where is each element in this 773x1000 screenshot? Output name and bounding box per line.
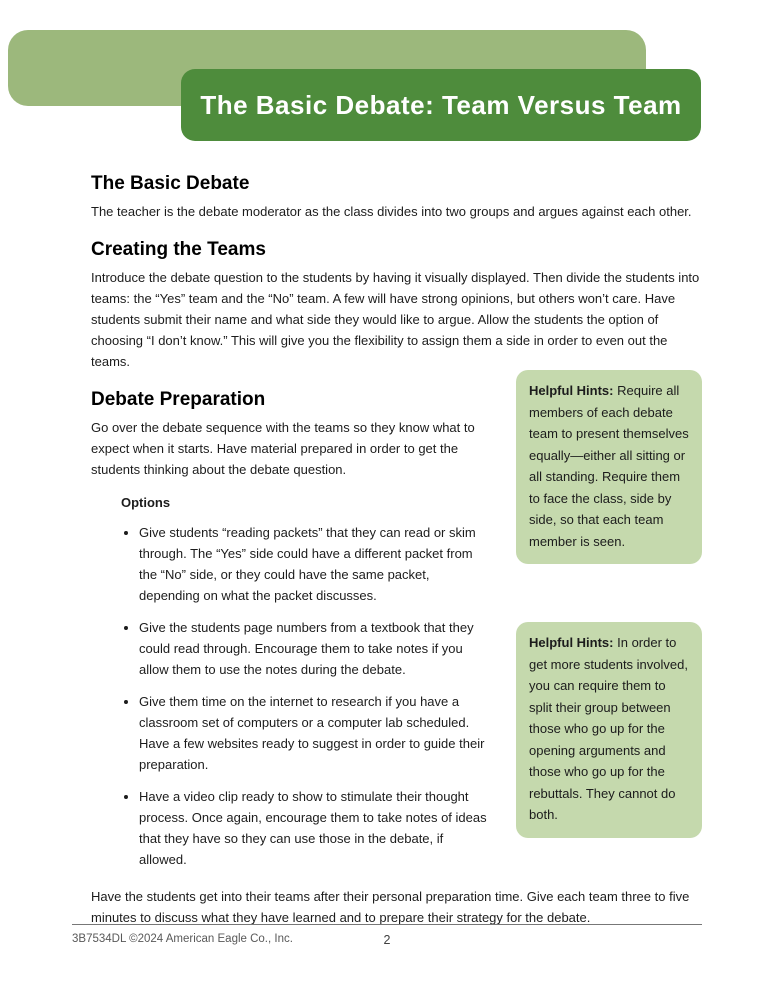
list-item: • Give them time on the internet to research if you have a classroom set of computers or a computer lab scheduled. Have a few websites ready to suggest in order to guide their preparation. — [139, 691, 491, 775]
section-heading-creating-teams: Creating the Teams — [91, 239, 266, 260]
page-number: 2 — [383, 933, 391, 947]
header-title-box — [181, 69, 701, 141]
footer — [72, 924, 702, 947]
helpful-hints-label: Helpful Hints: — [529, 635, 614, 650]
paragraph-creating-teams: Introduce the debate question to the students by having it visually displayed. Then divide the students into teams: the “Yes” team and the “No” team. A few will have strong opinions, but others won’t care. Have students submit their name and what side they would like to argue. Allow the students the option of choosing “I don’t know.” This will give you the flexibility to assign them a side in order to even out the teams. — [91, 270, 700, 369]
paragraph-basic-debate: The teacher is the debate moderator as the class divides into two groups and argues against each other. — [91, 204, 692, 219]
options-label: Options — [121, 495, 171, 510]
paragraph-closing: Have the students get into their teams after their personal preparation time. Give each team three to five minutes to discuss what they have learned and to prepare their strategy for the debate. — [91, 889, 690, 925]
helpful-hints-text: Require all members of each debate team to present themselves equally—either all sitting or all standing. Require them to face the class, side by side, so that each team member is seen. — [529, 383, 689, 549]
list-item: • Have a video clip ready to show to stimulate their thought process. Once again, encourage them to take notes of ideas that they have so they can use those in the debate, if allowed. — [139, 786, 491, 870]
page-banner-title: The Basic Debate: Team Versus Team — [200, 89, 682, 120]
debate-preparation-column — [91, 417, 503, 870]
helpful-hints-label: Helpful Hints: — [529, 383, 614, 398]
list-item: • Give students “reading packets” that they can read or skim through. The “Yes” side could have a different packet from the “No” side, or they could have the same packet, depending on what the packet discusses. — [139, 522, 491, 606]
helpful-hints-text: In order to get more students involved, you can require them to split their group between those who go up for the opening arguments and those who go up for the rebuttals. They cannot do both. — [529, 635, 688, 822]
helpful-hints-box-2 — [516, 622, 702, 838]
section-heading-basic-debate: The Basic Debate — [91, 173, 250, 194]
helpful-hints-box-1 — [516, 370, 702, 564]
list-item: • Give the students page numbers from a textbook that they could read through. Encourage them to take notes if you allow them to use the notes during the debate. — [139, 617, 491, 680]
section-heading-debate-preparation: Debate Preparation — [91, 389, 266, 410]
footer-copyright: 3B7534DL ©2024 American Eagle Co., Inc. — [72, 933, 293, 945]
options-list — [121, 522, 491, 870]
paragraph-debate-preparation: Go over the debate sequence with the teams so they know what to expect when it starts. Have material prepared in order to get the students thinking about the debate question. — [91, 420, 475, 477]
